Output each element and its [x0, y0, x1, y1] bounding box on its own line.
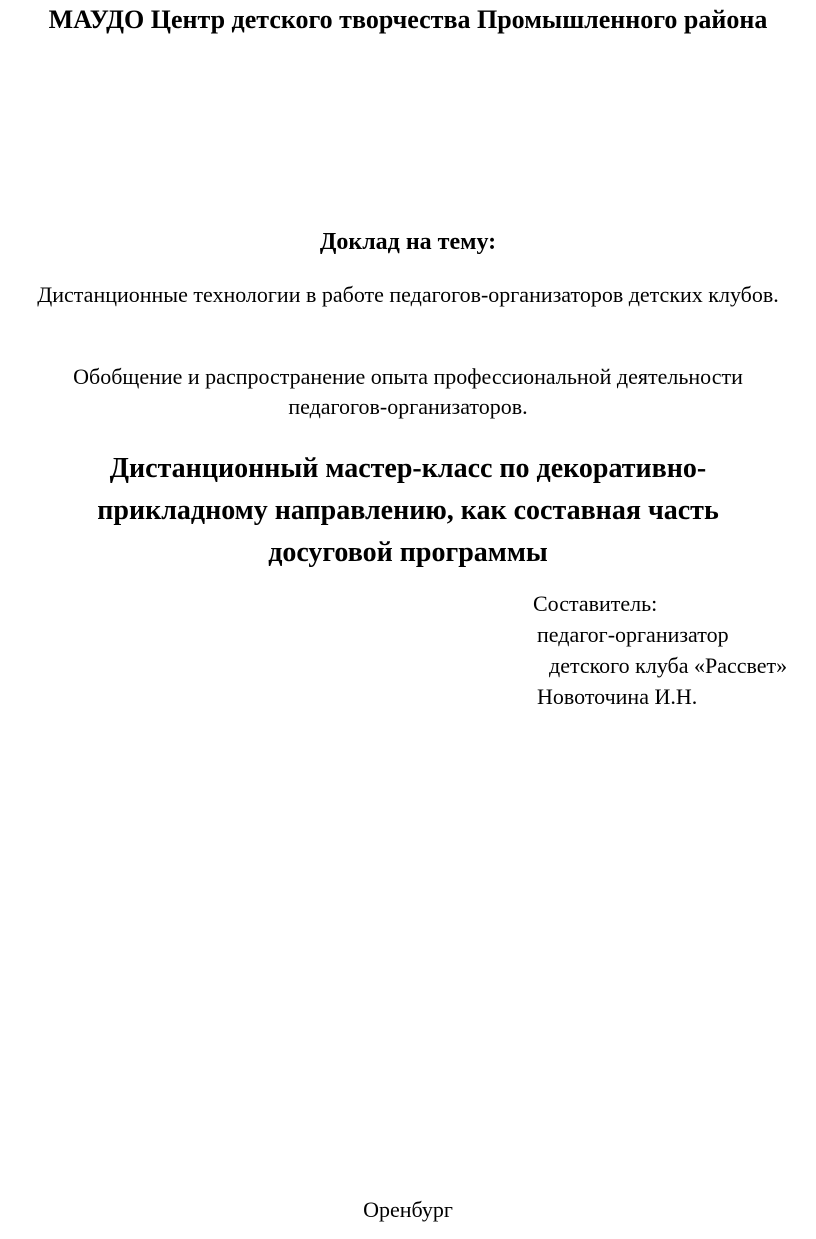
report-subtitle-2: Обобщение и распространение опыта профессиональной деятельности педагогов-организаторов.	[73, 364, 743, 419]
city-footer: Оренбург	[363, 1197, 453, 1222]
organization-header: МАУДО Центр детского творчества Промышленного района	[48, 5, 768, 34]
main-title: Дистанционный мастер-класс по декоративно-прикладному направлению, как составная часть досуговой программы	[97, 453, 719, 568]
author-name: Новоточина И.Н.	[537, 684, 698, 709]
author-label: Составитель:	[533, 591, 658, 616]
author-club: детского клуба «Рассвет»	[549, 653, 788, 678]
report-subtitle-1: Дистанционные технологии в работе педагогов-организаторов детских клубов.	[37, 282, 779, 307]
report-label: Доклад на тему:	[319, 229, 497, 255]
author-position: педагог-организатор	[537, 622, 729, 647]
